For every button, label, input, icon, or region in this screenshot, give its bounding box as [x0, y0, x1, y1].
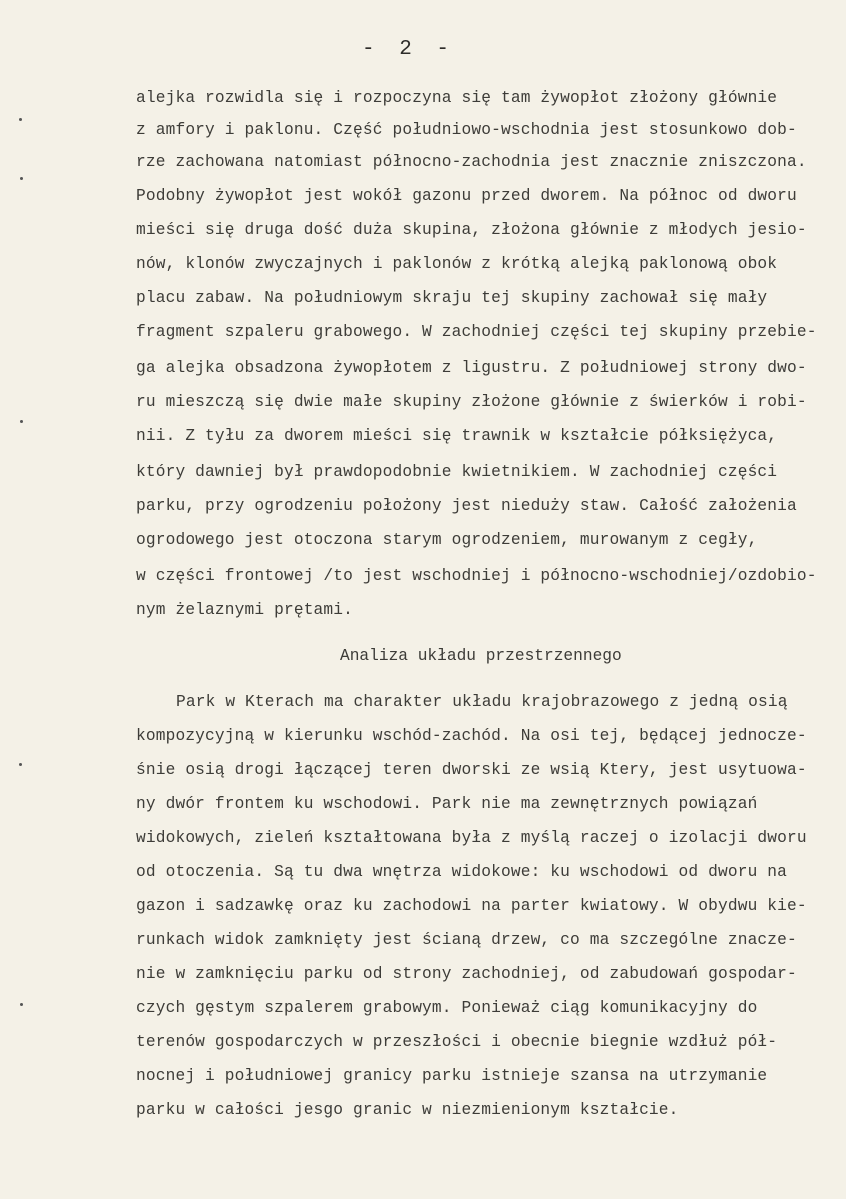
- text-line: ga alejka obsadzona żywopłotem z ligustru. Z południowej strony dwo-: [136, 359, 807, 377]
- text-line: alejka rozwidla się i rozpoczyna się tam żywopłot złożony głównie: [136, 89, 778, 107]
- text-line: placu zabaw. Na południowym skraju tej skupiny zachował się mały: [136, 289, 768, 307]
- text-line: nie w zamknięciu parku od strony zachodniej, od zabudowań gospodar-: [136, 965, 797, 983]
- text-line: rze zachowana natomiast północno-zachodnia jest znacznie zniszczona.: [136, 153, 807, 171]
- text-line: czych gęstym szpalerem grabowym. Ponieważ ciąg komunikacyjny do: [136, 999, 758, 1017]
- text-line: Park w Kterach ma charakter układu krajobrazowego z jedną osią: [176, 693, 788, 711]
- text-line: parku, przy ogrodzeniu położony jest nieduży staw. Całość założenia: [136, 497, 797, 515]
- text-line: ogrodowego jest otoczona starym ogrodzeniem, murowanym z cegły,: [136, 531, 758, 549]
- margin-mark: [20, 420, 23, 423]
- text-line: w części frontowej /to jest wschodniej i północno-wschodniej/ozdobio-: [136, 567, 817, 585]
- section-heading: Analiza układu przestrzennego: [340, 647, 622, 665]
- text-line: fragment szpaleru grabowego. W zachodniej części tej skupiny przebie-: [136, 323, 817, 341]
- text-line: ny dwór frontem ku wschodowi. Park nie ma zewnętrznych powiązań: [136, 795, 758, 813]
- text-line: od otoczenia. Są tu dwa wnętrza widokowe: ku wschodowi od dworu na: [136, 863, 788, 881]
- text-line: nym żelaznymi prętami.: [136, 601, 354, 619]
- text-line: terenów gospodarczych w przeszłości i obecnie biegnie wzdłuż pół-: [136, 1033, 778, 1051]
- margin-mark: [19, 763, 22, 766]
- text-line: widokowych, zieleń kształtowana była z myślą raczej o izolacji dworu: [136, 829, 807, 847]
- text-line: ru mieszczą się dwie małe skupiny złożone głównie z świerków i robi-: [136, 393, 807, 411]
- text-line: Podobny żywopłot jest wokół gazonu przed dworem. Na północ od dworu: [136, 187, 797, 205]
- margin-mark: [20, 1003, 23, 1006]
- text-line: mieści się druga dość duża skupina, złożona głównie z młodych jesio-: [136, 221, 807, 239]
- text-line: nocnej i południowej granicy parku istnieje szansa na utrzymanie: [136, 1067, 768, 1085]
- text-line: który dawniej był prawdopodobnie kwietnikiem. W zachodniej części: [136, 463, 778, 481]
- page-number: - 2 -: [362, 38, 456, 61]
- text-line: parku w całości jesgo granic w niezmienionym kształcie.: [136, 1101, 679, 1119]
- text-line: runkach widok zamknięty jest ścianą drzew, co ma szczególne znacze-: [136, 931, 797, 949]
- text-line: z amfory i paklonu. Część południowo-wschodnia jest stosunkowo dob-: [136, 121, 797, 139]
- text-line: nii. Z tyłu za dworem mieści się trawnik w kształcie półksiężyca,: [136, 427, 778, 445]
- text-line: nów, klonów zwyczajnych i paklonów z krótką alejką paklonową obok: [136, 255, 778, 273]
- text-line: śnie osią drogi łączącej teren dworski ze wsią Ktery, jest usytuowa-: [136, 761, 807, 779]
- margin-mark: [19, 118, 22, 121]
- margin-mark: [20, 177, 23, 180]
- text-line: kompozycyjną w kierunku wschód-zachód. Na osi tej, będącej jednocze-: [136, 727, 807, 745]
- text-line: gazon i sadzawkę oraz ku zachodowi na parter kwiatowy. W obydwu kie-: [136, 897, 807, 915]
